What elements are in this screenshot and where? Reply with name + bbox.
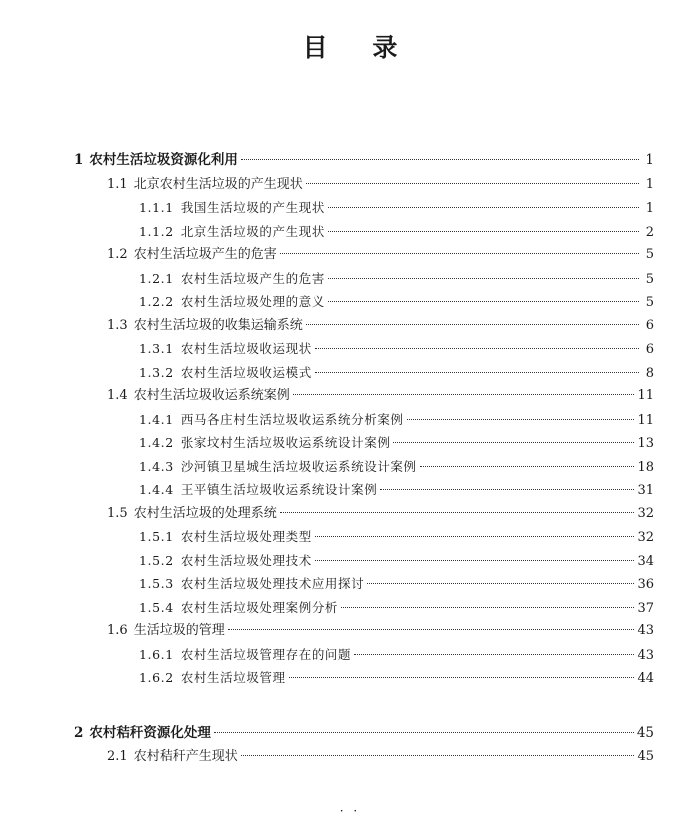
toc-entry-1-3[interactable] bbox=[74, 314, 654, 338]
toc-entry-label: 农村生活垃圾收运模式 bbox=[180, 364, 312, 380]
toc-entry-1-4[interactable] bbox=[74, 384, 654, 408]
toc-entry-number: 1.1.1 bbox=[139, 200, 174, 215]
toc-entry-1-3-2[interactable] bbox=[74, 361, 654, 385]
toc-entry-number: 1.2.1 bbox=[139, 270, 174, 286]
toc-entry-page: 5 bbox=[645, 271, 654, 287]
toc-entry-page: 6 bbox=[645, 317, 654, 333]
toc-entry-1-2[interactable] bbox=[74, 243, 654, 267]
toc-entry-page: 34 bbox=[637, 553, 654, 569]
toc-entry-label: 西马各庄村生活垃圾收运系统分析案例 bbox=[180, 411, 404, 427]
toc-entry-label: 农村生活垃圾处理类型 bbox=[180, 529, 312, 544]
toc-entry-page: 45 bbox=[636, 724, 654, 741]
toc-entry-page: 45 bbox=[637, 749, 654, 764]
toc-entry-page: 43 bbox=[637, 623, 654, 638]
toc-entry-page: 5 bbox=[645, 295, 654, 310]
toc-entry-number: 1.6 bbox=[107, 623, 128, 638]
dot-leader bbox=[328, 207, 639, 208]
dot-leader bbox=[315, 372, 639, 373]
toc-entry-1-2-1[interactable] bbox=[74, 267, 654, 291]
dot-leader bbox=[328, 231, 639, 232]
toc-entry-number: 1.3 bbox=[107, 317, 128, 333]
toc-entry-number: 1.6.2 bbox=[139, 670, 174, 685]
dot-leader bbox=[280, 253, 639, 254]
toc-entry-label: 北京生活垃圾的产生现状 bbox=[180, 223, 325, 239]
dot-leader bbox=[306, 324, 639, 325]
toc-entry-1-5[interactable] bbox=[74, 502, 654, 526]
toc-entry-label: 农村秸秆产生现状 bbox=[133, 749, 238, 764]
toc-entry-1[interactable] bbox=[74, 149, 654, 173]
toc-entry-1-6[interactable] bbox=[74, 619, 654, 643]
page-title: 目 录 bbox=[302, 33, 416, 62]
toc-entry-number: 1.4.2 bbox=[139, 435, 174, 450]
toc-entry-number: 1.4.4 bbox=[139, 482, 174, 497]
toc-entry-number: 1.5.2 bbox=[139, 552, 174, 568]
toc-entry-1-5-3[interactable] bbox=[74, 572, 654, 596]
toc-entry-number: 1.4.1 bbox=[139, 411, 174, 427]
dot-leader bbox=[407, 419, 635, 420]
toc-entry-page: 13 bbox=[637, 436, 654, 451]
toc-entry-1-6-1[interactable] bbox=[74, 643, 654, 667]
toc-entry-label: 沙河镇卫星城生活垃圾收运系统设计案例 bbox=[180, 458, 417, 474]
toc-entry-number: 1.3.1 bbox=[139, 341, 174, 356]
dot-leader bbox=[367, 583, 634, 584]
toc-entry-number: 1.2.2 bbox=[139, 294, 174, 309]
toc-entry-label: 农村生活垃圾处理案例分析 bbox=[180, 599, 339, 615]
toc-entry-label: 生活垃圾的管理 bbox=[133, 623, 225, 638]
toc-entry-number: 1.2 bbox=[107, 247, 128, 262]
toc-entry-label: 农村生活垃圾收运现状 bbox=[180, 341, 312, 356]
dot-leader bbox=[293, 394, 635, 395]
dot-leader bbox=[315, 560, 635, 561]
dot-leader bbox=[380, 489, 634, 490]
toc-entry-1-4-2[interactable] bbox=[74, 431, 654, 455]
toc-entry-number: 1.5 bbox=[107, 505, 128, 521]
toc-entry-1-4-3[interactable] bbox=[74, 455, 654, 479]
toc-entry-page: 1 bbox=[645, 152, 654, 168]
toc-entry-page: 11 bbox=[637, 388, 654, 403]
toc-entry-number: 1.4.3 bbox=[139, 458, 174, 474]
toc-entry-label: 王平镇生活垃圾收运系统设计案例 bbox=[180, 482, 378, 497]
dot-leader bbox=[214, 732, 634, 733]
dot-leader bbox=[306, 183, 639, 184]
toc-entry-label: 农村生活垃圾处理技术应用探讨 bbox=[180, 576, 365, 591]
dot-leader bbox=[280, 512, 635, 513]
toc-entry-page: 18 bbox=[637, 459, 654, 475]
toc-entry-number: 1.3.2 bbox=[139, 364, 174, 380]
toc-entry-page: 8 bbox=[645, 365, 654, 381]
toc-entry-1-5-2[interactable] bbox=[74, 549, 654, 573]
toc-entry-number: 1.1 bbox=[107, 176, 128, 192]
toc-entry-number: 1 bbox=[74, 152, 84, 168]
toc-entry-page: 5 bbox=[645, 247, 654, 262]
toc-entry-page: 31 bbox=[637, 483, 654, 498]
toc-entry-2-1[interactable] bbox=[74, 745, 654, 769]
toc-entry-label: 农村生活垃圾产生的危害 bbox=[180, 270, 325, 286]
toc-entry-1-5-1[interactable] bbox=[74, 525, 654, 549]
toc-entry-label: 农村生活垃圾产生的危害 bbox=[133, 247, 277, 262]
toc-entry-page: 32 bbox=[637, 505, 654, 521]
dot-leader bbox=[241, 755, 635, 756]
toc-entry-number: 1.5.4 bbox=[139, 599, 174, 615]
toc-entry-number: 1.4 bbox=[107, 388, 128, 403]
toc-entry-label: 农村生活垃圾资源化利用 bbox=[89, 152, 238, 168]
toc-entry-page: 44 bbox=[637, 671, 654, 686]
toc-entry-label: 张家坟村生活垃圾收运系统设计案例 bbox=[180, 435, 391, 450]
toc-entry-label: 我国生活垃圾的产生现状 bbox=[180, 200, 325, 215]
toc-entry-1-2-2[interactable] bbox=[74, 290, 654, 314]
toc-entry-1-6-2[interactable] bbox=[74, 666, 654, 690]
dot-leader bbox=[241, 159, 639, 160]
toc-entry-number: 1.6.1 bbox=[139, 646, 174, 662]
toc-entry-label: 农村生活垃圾管理存在的问题 bbox=[180, 646, 352, 662]
dot-leader bbox=[393, 442, 634, 443]
toc-entry-label: 农村秸秆资源化处理 bbox=[89, 724, 211, 741]
dot-leader bbox=[354, 654, 634, 655]
toc-entry-page: 1 bbox=[645, 176, 654, 192]
toc-entry-label: 北京农村生活垃圾的产生现状 bbox=[133, 176, 303, 192]
dot-leader bbox=[315, 536, 635, 537]
toc-entry-page: 2 bbox=[645, 224, 654, 240]
toc-entry-label: 农村生活垃圾的收集运输系统 bbox=[133, 317, 303, 333]
toc-entry-1-1[interactable] bbox=[74, 173, 654, 197]
toc-entry-number: 1.1.2 bbox=[139, 223, 174, 239]
dot-leader bbox=[328, 278, 639, 279]
toc-entry-page: 1 bbox=[645, 201, 654, 216]
toc-entry-1-5-4[interactable] bbox=[74, 596, 654, 620]
dot-leader bbox=[328, 301, 639, 302]
toc-entry-page: 11 bbox=[637, 412, 654, 428]
toc-entry-label: 农村生活垃圾处理的意义 bbox=[180, 294, 325, 309]
toc-entry-1-4-4[interactable] bbox=[74, 478, 654, 502]
toc-entry-label: 农村生活垃圾的处理系统 bbox=[133, 505, 277, 521]
toc-entry-page: 37 bbox=[637, 600, 654, 616]
toc-entry-1-4-1[interactable] bbox=[74, 408, 654, 432]
dot-leader bbox=[289, 677, 635, 678]
toc-entry-2[interactable] bbox=[74, 722, 654, 746]
toc-entry-number: 1.5.1 bbox=[139, 529, 174, 544]
dot-leader bbox=[228, 629, 635, 630]
dot-leader bbox=[315, 348, 639, 349]
page-footer-mark: · · bbox=[339, 804, 361, 818]
toc-entry-1-1-2[interactable] bbox=[74, 220, 654, 244]
toc-entry-label: 农村生活垃圾管理 bbox=[180, 670, 286, 685]
table-of-contents bbox=[74, 149, 654, 769]
dot-leader bbox=[420, 466, 635, 467]
dot-leader bbox=[341, 607, 634, 608]
toc-entry-number: 1.5.3 bbox=[139, 576, 174, 591]
toc-entry-page: 32 bbox=[637, 530, 654, 545]
toc-entry-number: 2.1 bbox=[107, 749, 128, 764]
toc-entry-label: 农村生活垃圾处理技术 bbox=[180, 552, 312, 568]
toc-entry-1-3-1[interactable] bbox=[74, 337, 654, 361]
toc-entry-page: 36 bbox=[637, 577, 654, 592]
toc-entry-label: 农村生活垃圾收运系统案例 bbox=[133, 388, 290, 403]
toc-entry-page: 43 bbox=[637, 647, 654, 663]
toc-entry-number: 2 bbox=[74, 724, 84, 741]
toc-entry-page: 6 bbox=[645, 342, 654, 357]
toc-entry-1-1-1[interactable] bbox=[74, 196, 654, 220]
